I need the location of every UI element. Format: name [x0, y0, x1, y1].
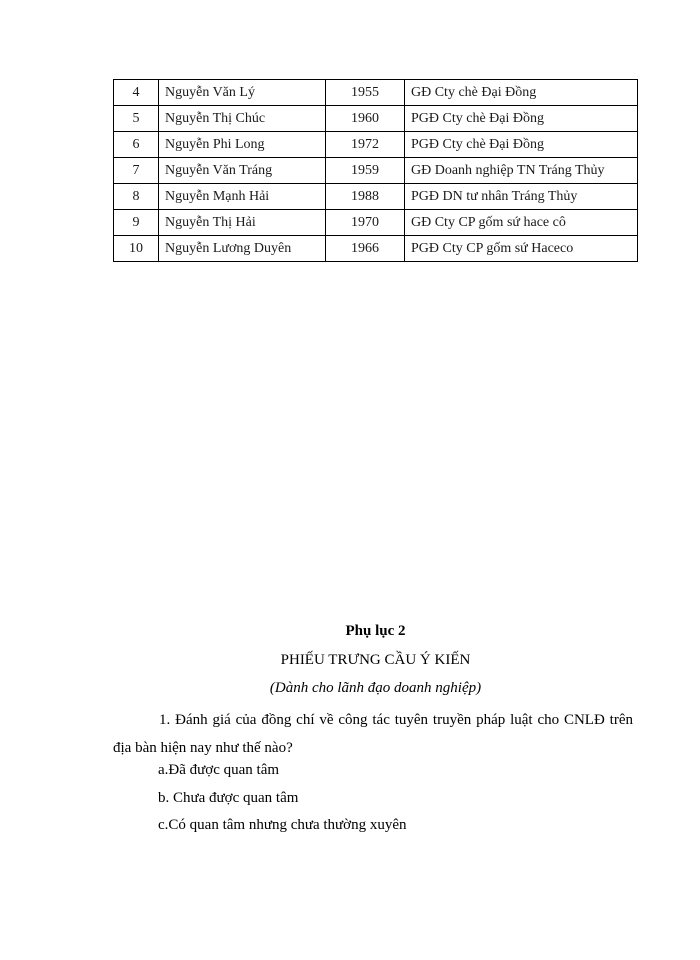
row-name: Nguyễn Lương Duyên	[159, 236, 326, 262]
row-name: Nguyễn Phi Long	[159, 132, 326, 158]
table-row	[114, 184, 638, 210]
row-birth-year: 1970	[326, 210, 405, 236]
table-row	[114, 210, 638, 236]
row-name: Nguyễn Mạnh Hải	[159, 184, 326, 210]
table-row	[114, 236, 638, 262]
row-number: 6	[114, 132, 159, 158]
row-number: 9	[114, 210, 159, 236]
row-position: GĐ Cty CP gốm sứ hace cô	[405, 210, 638, 236]
table-row	[114, 158, 638, 184]
form-title: PHIẾU TRƯNG CẦU Ý KIẾN	[280, 652, 471, 668]
table-row	[114, 132, 638, 158]
row-birth-year: 1959	[326, 158, 405, 184]
row-number: 10	[114, 236, 159, 262]
row-number: 4	[114, 80, 159, 106]
row-number: 8	[114, 184, 159, 210]
row-birth-year: 1960	[326, 106, 405, 132]
question-1: 1. Đánh giá của đồng chí về công tác tuyên truyền pháp luật cho CNLĐ trên địa bàn hiện nay như thế nào?	[113, 712, 633, 756]
row-number: 5	[114, 106, 159, 132]
appendix-title: Phụ lục 2	[345, 623, 406, 639]
row-position: GĐ Doanh nghiệp TN Tráng Thủy	[405, 158, 638, 184]
row-name: Nguyễn Thị Chúc	[159, 106, 326, 132]
row-position: PGĐ Cty chè Đại Đồng	[405, 132, 638, 158]
row-number: 7	[114, 158, 159, 184]
option-c: c.Có quan tâm nhưng chưa thường xuyên	[158, 817, 407, 833]
row-birth-year: 1972	[326, 132, 405, 158]
row-birth-year: 1955	[326, 80, 405, 106]
table-row	[114, 106, 638, 132]
staff-table	[113, 79, 638, 262]
row-name: Nguyễn Thị Hải	[159, 210, 326, 236]
row-birth-year: 1966	[326, 236, 405, 262]
row-position: GĐ Cty chè Đại Đồng	[405, 80, 638, 106]
row-position: PGĐ Cty CP gốm sứ Haceco	[405, 236, 638, 262]
row-birth-year: 1988	[326, 184, 405, 210]
row-position: PGĐ Cty chè Đại Đồng	[405, 106, 638, 132]
form-subtitle: (Dành cho lãnh đạo doanh nghiệp)	[269, 680, 482, 696]
row-position: PGĐ DN tư nhân Tráng Thủy	[405, 184, 638, 210]
row-name: Nguyễn Văn Lý	[159, 80, 326, 106]
row-name: Nguyễn Văn Tráng	[159, 158, 326, 184]
table-row	[114, 80, 638, 106]
option-a: a.Đã được quan tâm	[158, 762, 280, 778]
option-b: b. Chưa được quan tâm	[158, 790, 299, 806]
